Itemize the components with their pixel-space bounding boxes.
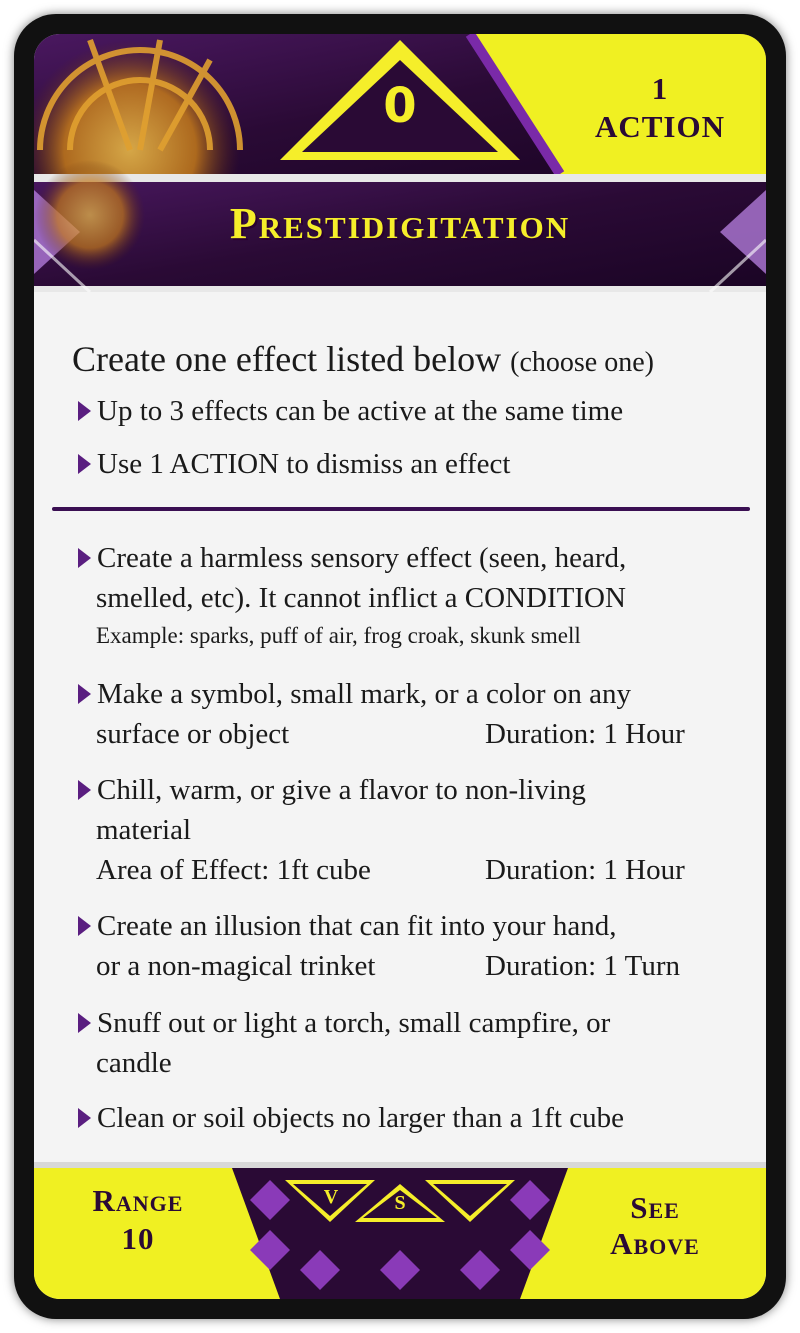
bullet-triangle-icon [78,916,91,936]
effect-item: Clean or soil objects no larger than a 1ft cube [78,1098,738,1138]
intro-heading [72,338,752,380]
intro-note: (choose one) [510,347,654,378]
spell-cost: 0 [383,78,417,134]
section-divider [52,507,750,511]
intro-main-text: Create one effect listed below [72,339,502,379]
effect-item: Snuff out or light a torch, small campfire, or candle [78,1003,738,1083]
effect-area: Area of Effect: 1ft cube [96,854,371,886]
bullet-triangle-icon [78,780,91,800]
effect-item: Create an illusion that can fit into your hand, or a non-magical trinket Duration: 1 Turn [78,906,738,986]
component-s: S [394,1192,406,1214]
effect-duration: Duration: 1 Turn [485,950,680,982]
range-value: 10 [121,1221,155,1256]
bullet-triangle-icon [78,401,91,421]
effect-duration: Duration: 1 Hour [485,718,685,750]
bullet-triangle-icon [78,548,91,568]
duration-block [575,1190,735,1262]
effect-example: Example: sparks, puff of air, frog croak, skunk smell [96,623,581,648]
bullet-triangle-icon [78,1013,91,1033]
action-count: 1 [651,71,669,106]
action-cost [588,70,732,146]
duration-line1: See [630,1190,680,1225]
effect-duration: Duration: 1 Hour [485,854,685,886]
effect-item: Create a harmless sensory effect (seen, heard, smelled, etc). It cannot inflict a CONDITION Example: sparks, puff of air, frog croak, skunk smell [78,538,738,654]
spell-title: Prestidigitation [229,199,571,248]
action-label: ACTION [594,109,725,144]
bullet-triangle-icon [78,454,91,474]
effect-item: Make a symbol, small mark, or a color on any surface or object Duration: 1 Hour [78,674,738,754]
component-v: V [323,1186,339,1208]
range-label: Range [92,1183,184,1218]
intro-bullet: Use 1 ACTION to dismiss an effect [78,448,510,481]
effect-item: Chill, warm, or give a flavor to non-living material Area of Effect: 1ft cube Duration: 1 Hour [78,770,738,890]
duration-line2: Above [610,1226,700,1261]
bullet-triangle-icon [78,1108,91,1128]
bullet-triangle-icon [78,684,91,704]
range-block [58,1182,218,1258]
intro-bullet: Up to 3 effects can be active at the same time [78,395,623,428]
